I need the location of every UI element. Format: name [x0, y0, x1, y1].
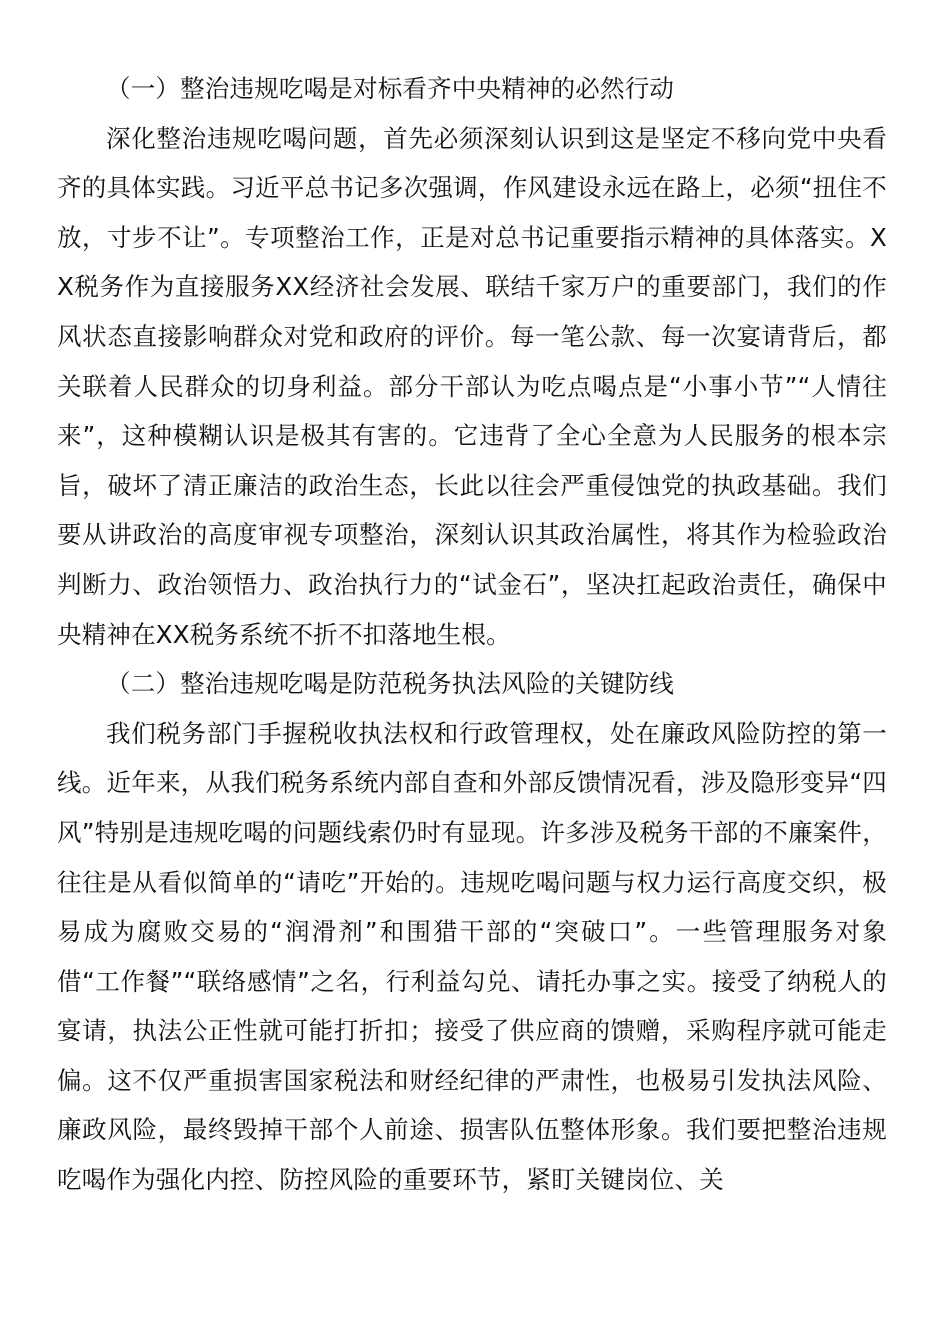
section-2-paragraph: 我们税务部门手握税收执法权和行政管理权，处在廉政风险防控的第一线。近年来，从我们税务系统内部自查和外部反馈情况看，涉及隐形变异“四风”特别是违规吃喝的问题线索仍时有显现。许多涉及税务干部的不廉案件，往往是从看似简单的“请吃”开始的。违规吃喝问题与权力运行高度交织，极易成为腐败交易的“润滑剂”和围猎干部的“突破口”。一些管理服务对象借“工作餐”“联络感情”之名，行利益勾兑、请托办事之实。接受了纳税人的宴请，执法公正性就可能打折扣；接受了供应商的馈赠，采购程序就可能走偏。这不仅严重损害国家税法和财经纪律的严肃性，也极易引发执法风险、廉政风险，最终毁掉干部个人前途、损害队伍整体形象。我们要把整治违规吃喝作为强化内控、防控风险的重要环节，紧盯关键岗位、关 [57, 718, 887, 1195]
section-1-paragraph: 深化整治违规吃喝问题，首先必须深刻认识到这是坚定不移向党中央看齐的具体实践。习近平总书记多次强调，作风建设永远在路上，必须“扭住不放，寸步不让”。专项整治工作，正是对总书记重要指示精神的具体落实。XX税务作为直接服务XX经济社会发展、联结千家万户的重要部门，我们的作风状态直接影响群众对党和政府的评价。每一笔公款、每一次宴请背后，都关联着人民群众的切身利益。部分干部认为吃点喝点是“小事小节”“人情往来”，这种模糊认识是极其有害的。它违背了全心全意为人民服务的根本宗旨，破坏了清正廉洁的政治生态，长此以往会严重侵蚀党的执政基础。我们要从讲政治的高度审视专项整治，深刻认识其政治属性，将其作为检验政治判断力、政治领悟力、政治执行力的“试金石”，坚决扛起政治责任，确保中央精神在XX税务系统不折不扣落地生根。 [57, 123, 887, 649]
document-body [57, 64, 887, 1205]
section-2-heading: （二）整治违规吃喝是防范税务执法风险的关键防线 [106, 669, 675, 699]
section-1-heading: （一）整治违规吃喝是对标看齐中央精神的必然行动 [106, 74, 675, 103]
